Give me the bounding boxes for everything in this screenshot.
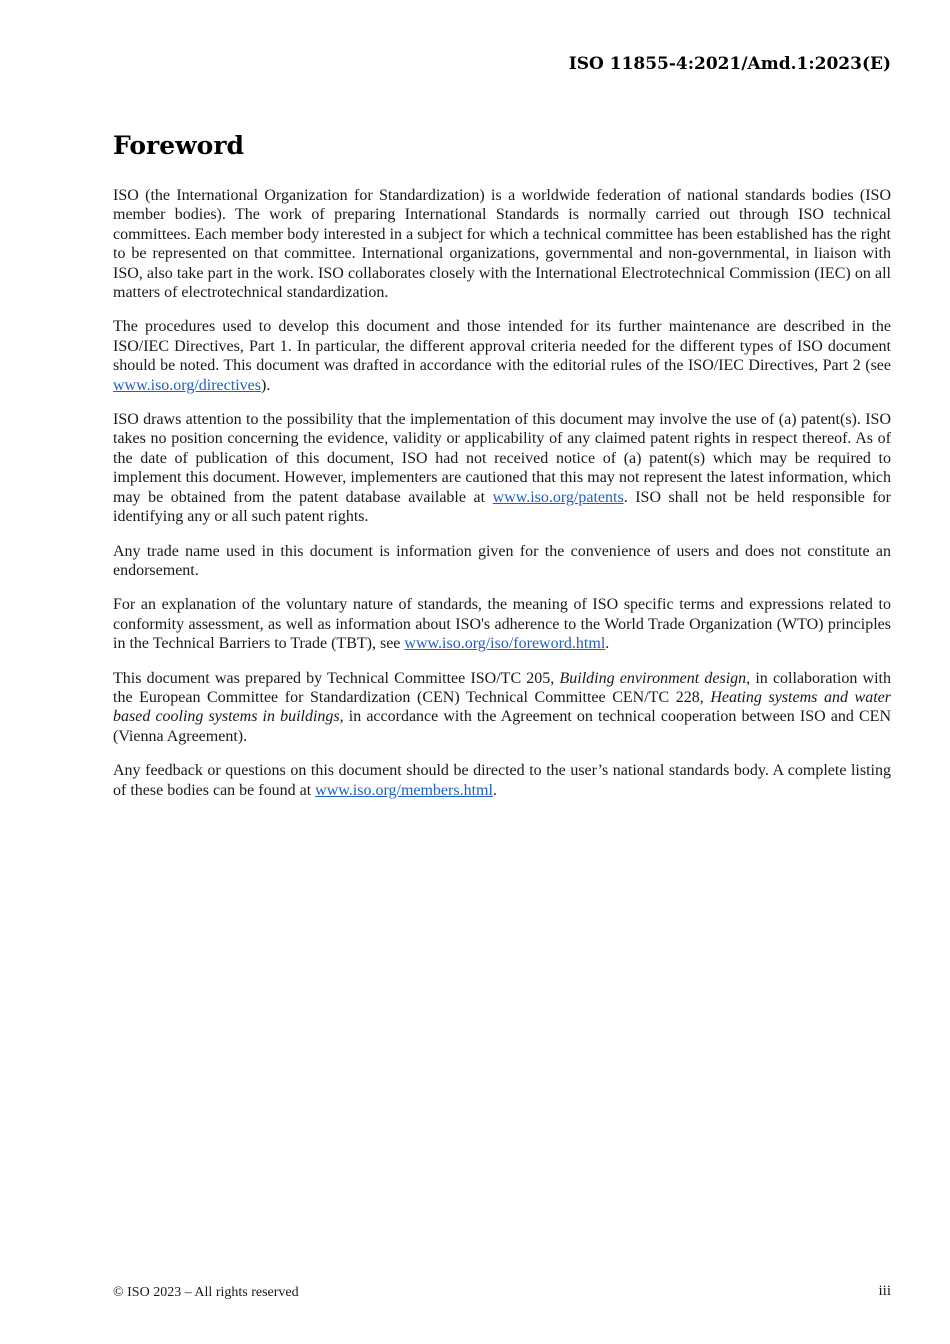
foreword-info-link[interactable]: www.iso.org/iso/foreword.html [404, 635, 606, 653]
committee-title-iso: Building environment design [559, 669, 747, 687]
paragraph-feedback [113, 761, 891, 800]
paragraph-text: This document was prepared by Technical Committee ISO/TC 205, [113, 669, 560, 687]
page-number: iii [878, 1283, 891, 1299]
patents-link[interactable]: www.iso.org/patents [492, 488, 624, 506]
copyright-notice: © ISO 2023 – All rights reserved [113, 1285, 299, 1300]
members-link[interactable]: www.iso.org/members.html [315, 781, 493, 799]
paragraph-text: , in collaboration with the European Committee for Standardization (CEN) Technical Committee CEN/TC 228, [113, 669, 892, 706]
document-id: ISO 11855-4:2021/Amd.1:2023(E) [568, 54, 891, 74]
paragraph-text: For an explanation of the voluntary nature of standards, the meaning of ISO specific terms and expressions related to conformity assessment, as well as information about ISO's adherence to the World Trade Organization (WTO) principles in the Technical Barriers to Trade (TBT), see [113, 596, 891, 653]
paragraph-patents [113, 410, 891, 526]
paragraph-procedures [113, 317, 891, 395]
paragraph-trade-name: Any trade name used in this document is information given for the convenience of users and does not constitute an endorsement. [113, 542, 891, 579]
paragraph-text: . ISO shall not be held responsible for identifying any or all such patent rights. [113, 488, 892, 526]
paragraph-voluntary-nature [113, 595, 891, 653]
committee-title-cen: Heating systems and water based cooling systems in buildings, [113, 688, 891, 726]
paragraph-text: ISO draws attention to the possibility that the implementation of this document may involve the use of (a) patent(s). ISO takes no position concerning the evidence, validity or applicability of any claimed patent rights in respect thereof. As of the date of publication of this document, ISO had not received notice of (a) patent(s) which may be required to implement this document. However, implementers are cautioned that this may not represent the latest information, which may be obtained from the patent database available at [113, 411, 891, 506]
directives-link[interactable]: www.iso.org/directives [113, 376, 261, 394]
paragraph-text: in accordance with the Agreement on technical cooperation between ISO and CEN (Vienna Agreement). [113, 708, 891, 745]
paragraph-text: . [492, 781, 497, 799]
paragraph-text: . [605, 635, 610, 653]
page-title: Foreword [113, 131, 244, 160]
foreword-body [113, 186, 891, 815]
paragraph-committee [113, 669, 891, 747]
paragraph-text: The procedures used to develop this document and those intended for its further maintenance are described in the ISO/IEC Directives, Part 1. In particular, the different approval criteria needed for the different types of ISO document should be noted. This document was drafted in accordance with the editorial rules of the ISO/IEC Directives, Part 2 (see [113, 318, 891, 375]
paragraph-iso-intro: ISO (the International Organization for Standardization) is a worldwide federation of national standards bodies (ISO member bodies). The work of preparing International Standards is normally carried out through ISO technical committees. Each member body interested in a subject for which a technical committee has been established has the right to be represented on that committee. International organizations, governmental and non-governmental, in liaison with ISO, also take part in the work. ISO collaborates closely with the International Electrotechnical Commission (IEC) on all matters of electrotechnical standardization. [113, 187, 891, 302]
paragraph-text: ). [260, 376, 271, 394]
paragraph-text: Any feedback or questions on this document should be directed to the user’s national standards body. A complete listing of these bodies can be found at [113, 762, 891, 799]
